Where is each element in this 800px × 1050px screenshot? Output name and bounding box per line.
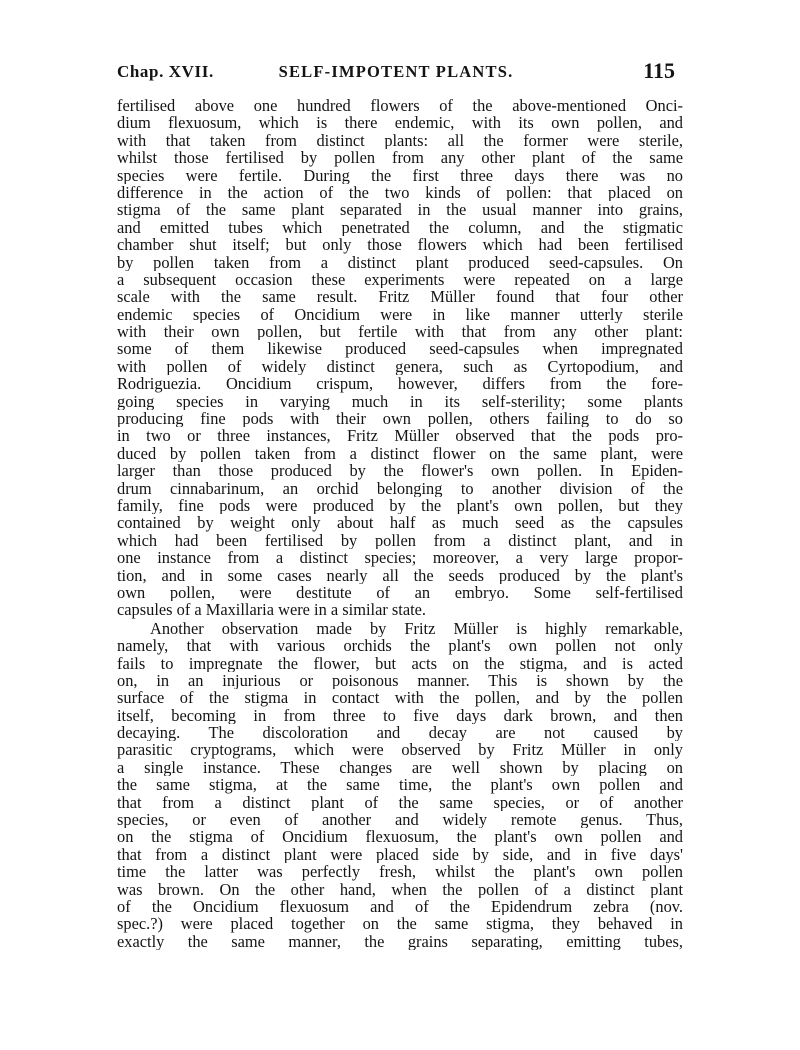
text-line: decaying. The discoloration and decay are not caused by <box>117 724 683 742</box>
text-line: fertilised above one hundred flowers of the above-mentioned Onci- <box>117 97 683 115</box>
running-head <box>117 58 675 88</box>
text-line: own pollen, were destitute of an embryo. Some self-fertilised <box>117 583 683 602</box>
running-title: SELF-IMPOTENT PLANTS. <box>278 62 514 81</box>
text-line: in two or three instances, Fritz Müller observed that the pods pro- <box>117 427 683 445</box>
text-line: by pollen taken from a distinct plant produced seed-capsules. On <box>117 253 683 271</box>
text-line: parasitic cryptograms, which were observed by Fritz Müller in only <box>117 741 683 759</box>
body-text <box>117 97 683 950</box>
text-line: the same stigma, at the same time, the plant's own pollen and <box>117 776 683 794</box>
text-line: family, fine pods were produced by the plant's own pollen, but they <box>117 496 683 515</box>
text-line: and emitted tubes which penetrated the column, and the stigmatic <box>117 218 683 237</box>
text-line: which had been fertilised by pollen from a distinct plant, and in <box>117 531 683 550</box>
text-line: with their own pollen, but fertile with that from any other plant: <box>117 323 683 341</box>
text-line: drum cinnabarinum, an orchid belonging to another division of the <box>117 479 683 497</box>
text-line: species were fertile. During the first three days there was no <box>117 166 683 184</box>
text-line: difference in the action of the two kinds of pollen: that placed on <box>117 183 683 202</box>
text-line: exactly the same manner, the grains separating, emitting tubes, <box>117 932 683 951</box>
text-line: itself, becoming in from three to five days dark brown, and then <box>117 706 683 725</box>
text-line: one instance from a distinct species; moreover, a very large propor- <box>117 549 683 567</box>
text-line: with pollen of widely distinct genera, such as Cyrtopodium, and <box>117 357 683 376</box>
text-line: on the stigma of Oncidium flexuosum, the plant's own pollen and <box>117 828 683 846</box>
text-line: time the latter was perfectly fresh, whilst the plant's own pollen <box>117 863 683 881</box>
text-line: that from a distinct plant of the same species, or of another <box>117 793 683 812</box>
text-line: spec.?) were placed together on the same stigma, they behaved in <box>117 915 683 933</box>
text-line: a single instance. These changes are well shown by placing on <box>117 758 683 777</box>
paragraph <box>117 97 683 619</box>
text-line: chamber shut itself; but only those flowers which had been fertilised <box>117 236 683 254</box>
text-line: with that taken from distinct plants: all the former were sterile, <box>117 131 683 150</box>
text-line: going species in varying much in its self-sterility; some plants <box>117 392 683 411</box>
text-line: a subsequent occasion these experiments were repeated on a large <box>117 270 683 289</box>
text-line: was brown. On the other hand, when the pollen of a distinct plant <box>117 880 683 898</box>
text-line: capsules of a Maxillaria were in a similar state. <box>117 601 427 619</box>
page-number: 115 <box>643 58 675 83</box>
text-line: namely, that with various orchids the plant's own pollen not only <box>117 637 683 655</box>
text-line: fails to impregnate the flower, but acts on the stigma, and is acted <box>117 654 683 672</box>
text-line: endemic species of Oncidium were in like manner utterly sterile <box>117 305 683 324</box>
text-line: some of them likewise produced seed-capsules when impregnated <box>117 340 683 358</box>
text-line: duced by pollen taken from a distinct flower on the same plant, were <box>117 444 683 463</box>
text-line: that from a distinct plant were placed side by side, and in five days' <box>117 845 683 864</box>
text-line: Rodriguezia. Oncidium crispum, however, differs from the fore- <box>117 375 683 393</box>
text-line: scale with the same result. Fritz Müller found that four other <box>117 288 683 306</box>
text-line: Another observation made by Fritz Müller is highly remarkable, <box>150 619 683 638</box>
text-line: surface of the stigma in contact with the pollen, and by the pollen <box>117 689 683 707</box>
text-line: stigma of the same plant separated in the usual manner into grains, <box>117 201 683 219</box>
text-line: species, or even of another and widely remote genus. Thus, <box>117 811 683 829</box>
text-line: larger than those produced by the flower's own pollen. In Epiden- <box>117 462 683 480</box>
text-line: contained by weight only about half as much seed as the capsules <box>117 514 683 532</box>
text-line: tion, and in some cases nearly all the seeds produced by the plant's <box>117 566 683 584</box>
text-line: producing fine pods with their own pollen, others failing to do so <box>117 410 683 428</box>
text-line: whilst those fertilised by pollen from any other plant of the same <box>117 149 683 167</box>
text-line: of the Oncidium flexuosum and of the Epidendrum zebra (nov. <box>117 897 683 916</box>
paragraph <box>117 620 683 950</box>
chapter-heading: Chap. XVII. <box>117 62 214 81</box>
text-line: dium flexuosum, which is there endemic, with its own pollen, and <box>117 114 683 132</box>
text-line: on, in an injurious or poisonous manner. This is shown by the <box>117 671 683 690</box>
